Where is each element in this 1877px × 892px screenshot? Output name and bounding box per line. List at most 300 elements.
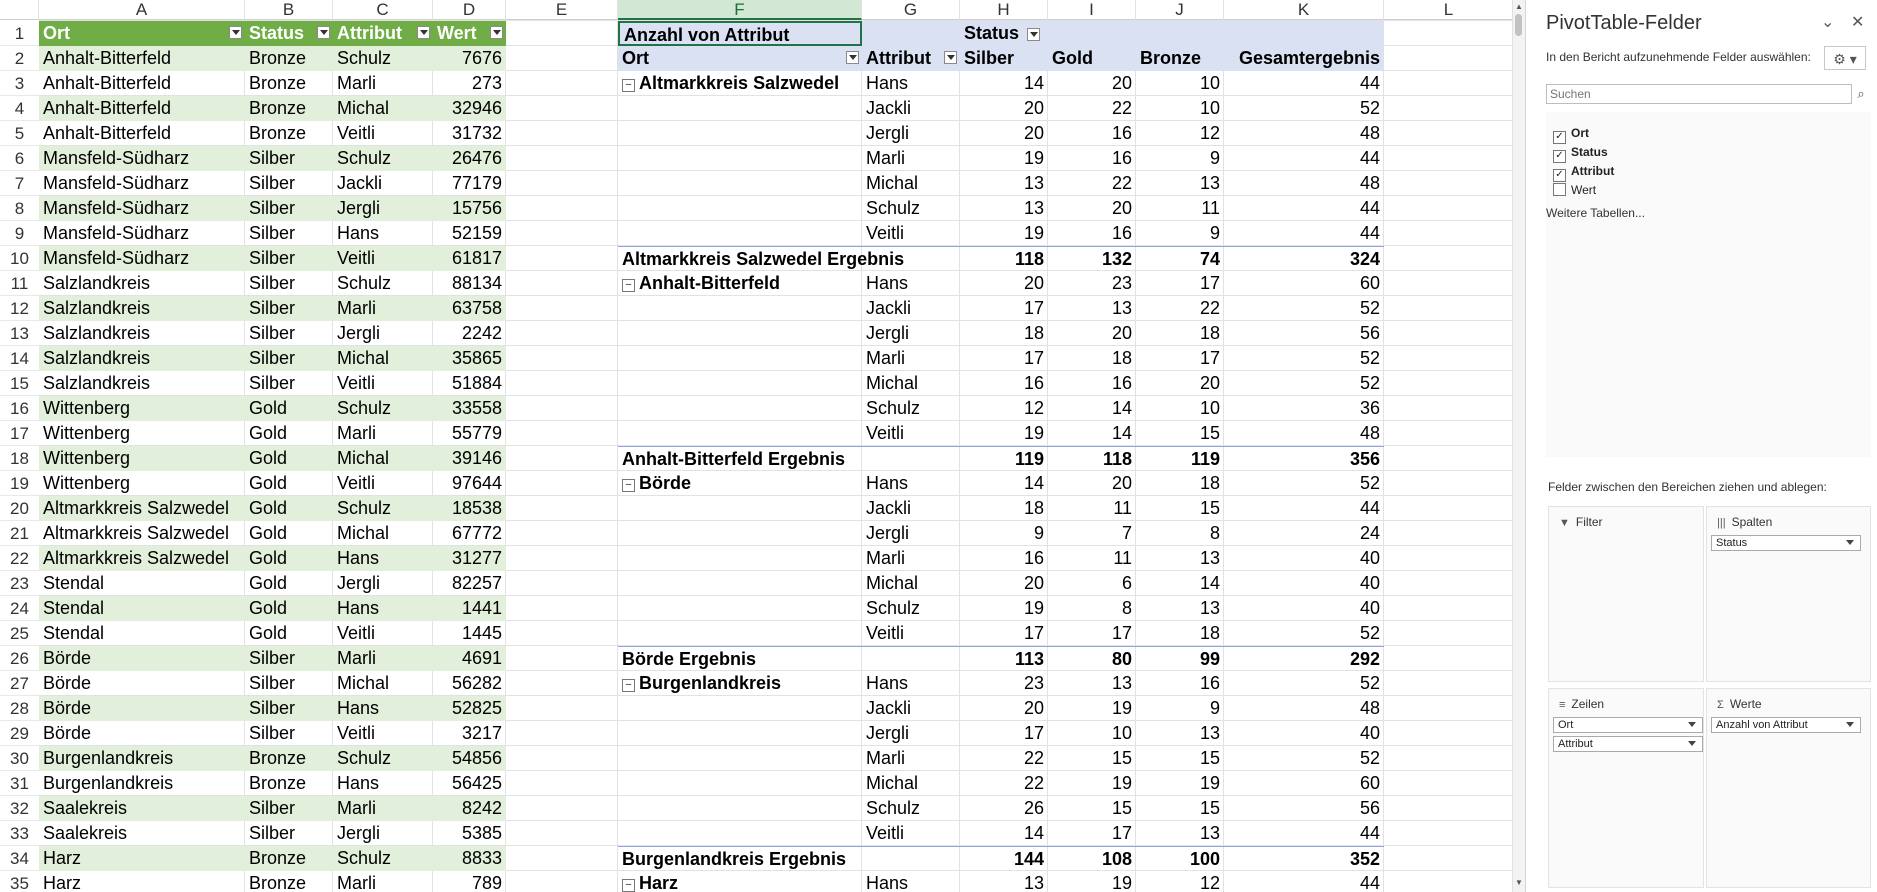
row-number[interactable]: 28 xyxy=(0,696,39,721)
pivot-value[interactable]: 52 xyxy=(1359,748,1380,768)
pivot-value[interactable]: 16 xyxy=(1111,148,1132,168)
table-cell[interactable]: 63758 xyxy=(433,296,506,321)
table-cell[interactable]: 18538 xyxy=(433,496,506,521)
pivot-subtotal-value[interactable]: 356 xyxy=(1224,446,1384,471)
pivot-attribute[interactable]: Schulz xyxy=(866,598,921,618)
pivot-value[interactable]: 22 xyxy=(1111,173,1132,193)
table-cell[interactable]: Anhalt-Bitterfeld xyxy=(39,96,245,121)
pivot-value[interactable]: 44 xyxy=(1359,223,1380,243)
table-cell[interactable]: Silber xyxy=(245,296,333,321)
pivot-value[interactable]: 20 xyxy=(1023,573,1044,593)
table-cell[interactable]: Burgenlandkreis xyxy=(43,773,174,793)
table-cell[interactable]: Schulz xyxy=(337,273,392,293)
pivot-value[interactable]: 18 xyxy=(1199,623,1220,643)
pivot-value[interactable]: 13 xyxy=(1199,723,1220,743)
pivot-value[interactable]: 15 xyxy=(1199,798,1220,818)
row-number[interactable]: 4 xyxy=(0,96,39,121)
pivot-value[interactable]: 15 xyxy=(1111,798,1132,818)
table-cell[interactable]: Silber xyxy=(245,646,333,671)
pivot-attribute[interactable]: Jergli xyxy=(866,323,910,343)
pivot-subtotal-value[interactable]: 74 xyxy=(1136,246,1224,271)
columns-area[interactable] xyxy=(1706,506,1871,682)
pivot-value[interactable]: 17 xyxy=(1023,623,1044,643)
table-cell[interactable]: Salzlandkreis xyxy=(43,273,151,293)
pivot-value[interactable]: 36 xyxy=(1359,398,1380,418)
pivot-value[interactable]: 20 xyxy=(1023,123,1044,143)
vertical-scrollbar[interactable] xyxy=(1512,0,1525,892)
table-cell[interactable]: Hans xyxy=(333,546,433,571)
table-cell[interactable]: Michal xyxy=(333,346,433,371)
table-cell[interactable]: Wittenberg xyxy=(39,446,245,471)
pivot-value[interactable]: 18 xyxy=(1111,348,1132,368)
pivot-value[interactable]: 20 xyxy=(1111,198,1132,218)
pivot-value[interactable]: 44 xyxy=(1359,498,1380,518)
table-cell[interactable]: Silber xyxy=(249,223,296,243)
column-header-f[interactable]: F xyxy=(618,0,862,20)
table-cell[interactable]: 77179 xyxy=(451,173,502,193)
row-number[interactable]: 32 xyxy=(0,796,39,821)
pivot-value[interactable]: 56 xyxy=(1359,323,1380,343)
pivot-subtotal-label[interactable]: Burgenlandkreis Ergebnis xyxy=(618,846,960,871)
pivot-subtotal-value[interactable]: 99 xyxy=(1136,646,1224,671)
pivot-attribute[interactable]: Michal xyxy=(866,573,919,593)
pivot-value[interactable]: 7 xyxy=(1121,523,1132,543)
checkbox-checked-icon[interactable]: ✓ xyxy=(1553,150,1566,163)
pivot-col-header[interactable]: Bronze xyxy=(1136,46,1224,71)
pivot-value[interactable]: 17 xyxy=(1023,298,1044,318)
pivot-value[interactable]: 40 xyxy=(1359,548,1380,568)
table-cell[interactable]: 97644 xyxy=(451,473,502,493)
pivot-value[interactable]: 13 xyxy=(1023,173,1044,193)
pivot-value[interactable]: 48 xyxy=(1359,423,1380,443)
table-cell[interactable]: Marli xyxy=(337,73,376,93)
pivot-value[interactable]: 23 xyxy=(1111,273,1132,293)
rows-area[interactable] xyxy=(1548,688,1704,888)
pivot-subtotal-value[interactable]: 132 xyxy=(1048,246,1136,271)
scroll-down-icon[interactable]: ▼ xyxy=(1515,878,1523,887)
pivot-value[interactable]: 22 xyxy=(1023,773,1044,793)
pivot-attribute[interactable]: Michal xyxy=(866,173,919,193)
pivot-value[interactable]: 20 xyxy=(1111,323,1132,343)
table-cell[interactable]: Bronze xyxy=(249,773,307,793)
table-cell[interactable]: Silber xyxy=(245,696,333,721)
pivot-value[interactable]: 15 xyxy=(1199,748,1220,768)
table-cell[interactable]: 88134 xyxy=(451,273,502,293)
table-cell[interactable]: Mansfeld-Südharz xyxy=(39,146,245,171)
values-field-count-attribut[interactable]: Anzahl von Attribut xyxy=(1711,717,1861,733)
pivot-col-header[interactable]: Gesamtergebnis xyxy=(1224,46,1384,71)
table-cell[interactable]: 31277 xyxy=(433,546,506,571)
table-cell[interactable]: 56425 xyxy=(451,773,502,793)
table-header-wert[interactable]: Wert xyxy=(433,21,506,46)
pivot-attribute[interactable]: Schulz xyxy=(866,798,921,818)
pivot-subtotal-value[interactable]: 119 xyxy=(1136,446,1224,471)
pivot-value[interactable]: 56 xyxy=(1359,798,1380,818)
row-number[interactable]: 18 xyxy=(0,446,39,471)
checkbox-empty-icon[interactable] xyxy=(1553,183,1566,196)
pivot-value[interactable]: 19 xyxy=(1111,773,1132,793)
table-cell[interactable]: Bronze xyxy=(249,73,307,93)
row-number[interactable]: 6 xyxy=(0,146,39,171)
table-cell[interactable]: Marli xyxy=(337,873,376,892)
pivot-value[interactable]: 26 xyxy=(1023,798,1044,818)
collapse-icon[interactable]: − xyxy=(622,879,635,892)
pivot-subtotal-value[interactable]: 352 xyxy=(1224,846,1384,871)
table-cell[interactable]: 1445 xyxy=(461,623,502,643)
table-cell[interactable]: Michal xyxy=(337,673,390,693)
pivot-value[interactable]: 16 xyxy=(1111,223,1132,243)
table-cell[interactable]: Mansfeld-Südharz xyxy=(43,223,190,243)
table-cell[interactable]: Gold xyxy=(249,573,288,593)
pivot-value[interactable]: 10 xyxy=(1199,398,1220,418)
pivot-value[interactable]: 14 xyxy=(1111,423,1132,443)
pivot-value[interactable]: 14 xyxy=(1199,573,1220,593)
pivot-value[interactable]: 22 xyxy=(1023,748,1044,768)
table-cell[interactable]: Bronze xyxy=(245,746,333,771)
scroll-thumb[interactable] xyxy=(1515,14,1522,36)
table-cell[interactable]: Bronze xyxy=(245,46,333,71)
pivot-attribute[interactable]: Hans xyxy=(866,73,909,93)
pivot-value[interactable]: 19 xyxy=(1111,698,1132,718)
table-cell[interactable]: Harz xyxy=(39,846,245,871)
pivot-attribute[interactable]: Veitli xyxy=(866,823,905,843)
pivot-attribute[interactable]: Michal xyxy=(866,373,919,393)
pivot-col-header[interactable]: Silber xyxy=(960,46,1048,71)
pivot-value[interactable]: 52 xyxy=(1359,373,1380,393)
filter-dropdown-icon[interactable] xyxy=(417,26,430,39)
pivot-value[interactable]: 20 xyxy=(1111,473,1132,493)
pivot-value[interactable]: 15 xyxy=(1199,423,1220,443)
column-header-g[interactable]: G xyxy=(862,0,960,20)
table-cell[interactable]: 5385 xyxy=(461,823,502,843)
table-cell[interactable]: 1441 xyxy=(433,596,506,621)
table-cell[interactable]: Wittenberg xyxy=(39,396,245,421)
table-cell[interactable]: Veitli xyxy=(337,123,376,143)
table-cell[interactable]: Salzlandkreis xyxy=(39,296,245,321)
pivot-value[interactable]: 44 xyxy=(1359,73,1380,93)
table-cell[interactable]: 56282 xyxy=(451,673,502,693)
table-cell[interactable]: Gold xyxy=(245,496,333,521)
table-cell[interactable]: Altmarkkreis Salzwedel xyxy=(39,496,245,521)
pivot-attribute[interactable]: Jergli xyxy=(866,123,910,143)
table-cell[interactable]: Silber xyxy=(249,373,296,393)
pivot-value[interactable]: 60 xyxy=(1359,273,1380,293)
field-item-status[interactable] xyxy=(1553,145,1608,163)
table-cell[interactable]: Silber xyxy=(245,146,333,171)
pivot-value[interactable]: 6 xyxy=(1121,573,1132,593)
pivot-value[interactable]: 22 xyxy=(1111,98,1132,118)
table-cell[interactable]: Veitli xyxy=(337,473,376,493)
row-number[interactable]: 23 xyxy=(0,571,39,596)
table-cell[interactable]: 54856 xyxy=(433,746,506,771)
pivot-title-cell[interactable]: Anzahl von Attribut xyxy=(618,21,862,46)
pivot-attribute[interactable]: Veitli xyxy=(866,623,905,643)
column-header-b[interactable]: B xyxy=(245,0,333,20)
table-header-status[interactable]: Status xyxy=(245,21,333,46)
pivot-col-header[interactable]: Gold xyxy=(1048,46,1136,71)
table-cell[interactable]: Saalekreis xyxy=(43,823,128,843)
field-search-input[interactable] xyxy=(1546,84,1852,104)
row-number[interactable]: 25 xyxy=(0,621,39,646)
table-cell[interactable]: Gold xyxy=(245,446,333,471)
checkbox-checked-icon[interactable]: ✓ xyxy=(1553,169,1566,182)
table-cell[interactable]: 52159 xyxy=(451,223,502,243)
pivot-subtotal-value[interactable]: 80 xyxy=(1048,646,1136,671)
pivot-value[interactable]: 9 xyxy=(1209,223,1220,243)
pivot-value[interactable]: 11 xyxy=(1201,198,1220,218)
row-number[interactable]: 12 xyxy=(0,296,39,321)
pivot-attribute[interactable]: Jackli xyxy=(866,298,912,318)
pivot-value[interactable]: 13 xyxy=(1111,298,1132,318)
table-cell[interactable]: 7676 xyxy=(433,46,506,71)
pivot-value[interactable]: 18 xyxy=(1199,473,1220,493)
table-cell[interactable]: Anhalt-Bitterfeld xyxy=(39,46,245,71)
table-cell[interactable]: 52825 xyxy=(433,696,506,721)
pivot-value[interactable]: 16 xyxy=(1023,373,1044,393)
checkbox-checked-icon[interactable]: ✓ xyxy=(1553,131,1566,144)
column-header-e[interactable]: E xyxy=(506,0,618,20)
table-cell[interactable]: 31732 xyxy=(451,123,502,143)
table-cell[interactable]: 32946 xyxy=(433,96,506,121)
filter-dropdown-icon[interactable] xyxy=(944,51,957,64)
pivot-value[interactable]: 52 xyxy=(1359,298,1380,318)
pivot-value[interactable]: 15 xyxy=(1199,498,1220,518)
column-header-i[interactable]: I xyxy=(1048,0,1136,20)
pivot-attribute[interactable]: Jackli xyxy=(866,498,912,518)
table-cell[interactable]: Börde xyxy=(39,696,245,721)
pivot-value[interactable]: 11 xyxy=(1113,498,1132,518)
pivot-attribute[interactable]: Hans xyxy=(866,473,909,493)
table-cell[interactable]: 273 xyxy=(471,73,502,93)
pivot-value[interactable]: 13 xyxy=(1023,198,1044,218)
pivot-value[interactable]: 40 xyxy=(1359,723,1380,743)
pivot-value[interactable]: 18 xyxy=(1199,323,1220,343)
table-cell[interactable]: Jergli xyxy=(337,823,381,843)
row-number[interactable]: 27 xyxy=(0,671,39,696)
row-number[interactable]: 8 xyxy=(0,196,39,221)
pivot-value[interactable]: 20 xyxy=(1023,698,1044,718)
pivot-group-label[interactable] xyxy=(618,471,862,496)
row-number[interactable]: 26 xyxy=(0,646,39,671)
pivot-value[interactable]: 48 xyxy=(1359,173,1380,193)
pivot-subtotal-value[interactable]: 324 xyxy=(1224,246,1384,271)
pivot-value[interactable]: 14 xyxy=(1023,73,1044,93)
filter-area[interactable] xyxy=(1548,506,1704,682)
table-cell[interactable]: 15756 xyxy=(433,196,506,221)
pivot-value[interactable]: 13 xyxy=(1111,673,1132,693)
table-cell[interactable]: Schulz xyxy=(333,146,433,171)
table-cell[interactable]: Jergli xyxy=(333,196,433,221)
pivot-value[interactable]: 20 xyxy=(1111,73,1132,93)
table-cell[interactable]: Altmarkkreis Salzwedel xyxy=(43,523,230,543)
pivot-value[interactable]: 19 xyxy=(1023,423,1044,443)
table-cell[interactable]: Silber xyxy=(249,323,296,343)
pivot-value[interactable]: 22 xyxy=(1199,298,1220,318)
pivot-value[interactable]: 14 xyxy=(1111,398,1132,418)
pivot-value[interactable]: 52 xyxy=(1359,473,1380,493)
pivot-value[interactable]: 17 xyxy=(1111,823,1132,843)
pivot-subtotal-value[interactable]: 108 xyxy=(1048,846,1136,871)
table-cell[interactable]: Bronze xyxy=(249,873,307,892)
pivot-subtotal-label[interactable]: Börde Ergebnis xyxy=(618,646,960,671)
table-cell[interactable]: Hans xyxy=(337,223,380,243)
column-header-k[interactable]: K xyxy=(1224,0,1384,20)
pivot-value[interactable]: 8 xyxy=(1121,598,1132,618)
pivot-value[interactable]: 40 xyxy=(1359,598,1380,618)
pivot-value[interactable]: 44 xyxy=(1359,198,1380,218)
pivot-group-label[interactable] xyxy=(618,71,862,96)
table-cell[interactable]: 4691 xyxy=(433,646,506,671)
pivot-value[interactable]: 15 xyxy=(1111,748,1132,768)
table-cell[interactable]: Silber xyxy=(245,246,333,271)
pivot-value[interactable]: 40 xyxy=(1359,573,1380,593)
table-cell[interactable]: Mansfeld-Südharz xyxy=(39,196,245,221)
pivot-value[interactable]: 13 xyxy=(1199,173,1220,193)
pivot-value[interactable]: 12 xyxy=(1023,398,1044,418)
pivot-value[interactable]: 60 xyxy=(1359,773,1380,793)
table-cell[interactable]: Wittenberg xyxy=(43,423,131,443)
table-cell[interactable]: 3217 xyxy=(461,723,502,743)
filter-dropdown-icon[interactable] xyxy=(490,26,503,39)
pivot-value[interactable]: 9 xyxy=(1209,698,1220,718)
table-cell[interactable]: Michal xyxy=(337,523,390,543)
table-header-ort[interactable]: Ort xyxy=(39,21,245,46)
chevron-down-icon[interactable]: ⌄ xyxy=(1821,14,1835,31)
pivot-value[interactable]: 17 xyxy=(1111,623,1132,643)
column-header-c[interactable]: C xyxy=(333,0,433,20)
table-cell[interactable]: 35865 xyxy=(433,346,506,371)
pivot-value[interactable]: 17 xyxy=(1023,348,1044,368)
table-cell[interactable]: Börde xyxy=(39,646,245,671)
pivot-attribute[interactable]: Marli xyxy=(866,148,905,168)
pivot-value[interactable]: 52 xyxy=(1359,673,1380,693)
pivot-attribute[interactable]: Veitli xyxy=(866,223,905,243)
pivot-attribute[interactable]: Veitli xyxy=(866,423,905,443)
column-header-j[interactable]: J xyxy=(1136,0,1224,20)
row-number[interactable]: 24 xyxy=(0,596,39,621)
pivot-value[interactable]: 10 xyxy=(1111,723,1132,743)
table-cell[interactable]: Bronze xyxy=(245,846,333,871)
more-tables-link[interactable]: Weitere Tabellen... xyxy=(1546,206,1645,220)
field-item-attribut[interactable] xyxy=(1553,164,1614,182)
pivot-value[interactable]: 13 xyxy=(1199,598,1220,618)
table-cell[interactable]: Schulz xyxy=(333,746,433,771)
pivot-attribute[interactable]: Jackli xyxy=(866,98,912,118)
pivot-value[interactable]: 14 xyxy=(1023,473,1044,493)
table-cell[interactable]: Salzlandkreis xyxy=(39,346,245,371)
pivot-value[interactable]: 18 xyxy=(1023,498,1044,518)
column-header-l[interactable]: L xyxy=(1384,0,1512,20)
row-number[interactable]: 34 xyxy=(0,846,39,871)
collapse-icon[interactable]: − xyxy=(622,79,635,92)
pivot-value[interactable]: 17 xyxy=(1199,273,1220,293)
row-number[interactable]: 7 xyxy=(0,171,39,196)
pivot-value[interactable]: 52 xyxy=(1359,98,1380,118)
pivot-value[interactable]: 9 xyxy=(1033,523,1044,543)
row-number[interactable]: 33 xyxy=(0,821,39,846)
table-cell[interactable]: Hans xyxy=(333,696,433,721)
pivot-status-header[interactable] xyxy=(960,21,1384,46)
table-cell[interactable]: Gold xyxy=(249,623,288,643)
pivot-value[interactable]: 44 xyxy=(1359,873,1380,892)
filter-dropdown-icon[interactable] xyxy=(229,26,242,39)
table-cell[interactable]: Wittenberg xyxy=(43,473,131,493)
table-cell[interactable]: Schulz xyxy=(333,46,433,71)
scroll-up-icon[interactable]: ▲ xyxy=(1515,2,1523,11)
pivot-subtotal-value[interactable]: 118 xyxy=(1048,446,1136,471)
table-cell[interactable]: Jergli xyxy=(337,573,381,593)
table-cell[interactable]: Gold xyxy=(245,546,333,571)
table-cell[interactable]: Jackli xyxy=(337,173,383,193)
table-cell[interactable]: 8242 xyxy=(433,796,506,821)
pivot-subtotal-label[interactable]: Anhalt-Bitterfeld Ergebnis xyxy=(618,446,960,471)
table-cell[interactable]: Bronze xyxy=(245,96,333,121)
collapse-icon[interactable]: − xyxy=(622,279,635,292)
table-cell[interactable]: Marli xyxy=(337,423,376,443)
table-cell[interactable]: 789 xyxy=(471,873,502,892)
pivot-value[interactable]: 14 xyxy=(1023,823,1044,843)
table-cell[interactable]: Altmarkkreis Salzwedel xyxy=(39,546,245,571)
pivot-subtotal-value[interactable]: 119 xyxy=(960,446,1048,471)
row-number[interactable]: 3 xyxy=(0,71,39,96)
table-cell[interactable]: 67772 xyxy=(451,523,502,543)
table-cell[interactable]: Michal xyxy=(333,446,433,471)
table-cell[interactable]: Silber xyxy=(245,196,333,221)
pivot-value[interactable]: 19 xyxy=(1111,873,1132,892)
table-cell[interactable]: Silber xyxy=(249,173,296,193)
pivot-value[interactable]: 8 xyxy=(1209,523,1220,543)
table-cell[interactable]: 2242 xyxy=(461,323,502,343)
table-cell[interactable]: 82257 xyxy=(451,573,502,593)
pivot-value[interactable]: 20 xyxy=(1023,98,1044,118)
pivot-value[interactable]: 48 xyxy=(1359,698,1380,718)
pivot-value[interactable]: 16 xyxy=(1199,673,1220,693)
pivot-value[interactable]: 17 xyxy=(1023,723,1044,743)
table-cell[interactable]: Gold xyxy=(249,473,288,493)
pivot-value[interactable]: 16 xyxy=(1111,123,1132,143)
pivot-value[interactable]: 44 xyxy=(1359,148,1380,168)
pivot-attribute[interactable]: Jergli xyxy=(866,523,910,543)
pivot-value[interactable]: 48 xyxy=(1359,123,1380,143)
table-cell[interactable]: Börde xyxy=(43,673,92,693)
row-number[interactable]: 29 xyxy=(0,721,39,746)
gear-icon[interactable]: ⚙ ▾ xyxy=(1824,46,1866,70)
pivot-value[interactable]: 19 xyxy=(1199,773,1220,793)
table-cell[interactable]: Veitli xyxy=(337,623,376,643)
filter-dropdown-icon[interactable] xyxy=(846,51,859,64)
table-cell[interactable]: Silber xyxy=(249,823,296,843)
pivot-row-header-attribut[interactable]: Attribut xyxy=(862,46,960,71)
table-cell[interactable]: Veitli xyxy=(333,246,433,271)
table-cell[interactable]: Marli xyxy=(333,646,433,671)
pivot-value[interactable]: 10 xyxy=(1199,73,1220,93)
pivot-attribute[interactable]: Marli xyxy=(866,548,905,568)
pivot-value[interactable]: 11 xyxy=(1113,548,1132,568)
field-item-wert[interactable] xyxy=(1553,183,1596,197)
row-number[interactable]: 35 xyxy=(0,871,39,892)
table-cell[interactable]: Veitli xyxy=(337,723,376,743)
table-cell[interactable]: Stendal xyxy=(43,623,105,643)
pivot-subtotal-value[interactable]: 118 xyxy=(960,246,1048,271)
pivot-value[interactable]: 12 xyxy=(1199,123,1220,143)
table-cell[interactable]: Silber xyxy=(245,796,333,821)
row-number[interactable]: 13 xyxy=(0,321,39,346)
table-cell[interactable]: Gold xyxy=(245,596,333,621)
pivot-value[interactable]: 23 xyxy=(1023,673,1044,693)
table-cell[interactable]: Michal xyxy=(333,96,433,121)
pivot-attribute[interactable]: Schulz xyxy=(866,198,921,218)
rows-field-ort[interactable]: Ort xyxy=(1553,717,1703,733)
